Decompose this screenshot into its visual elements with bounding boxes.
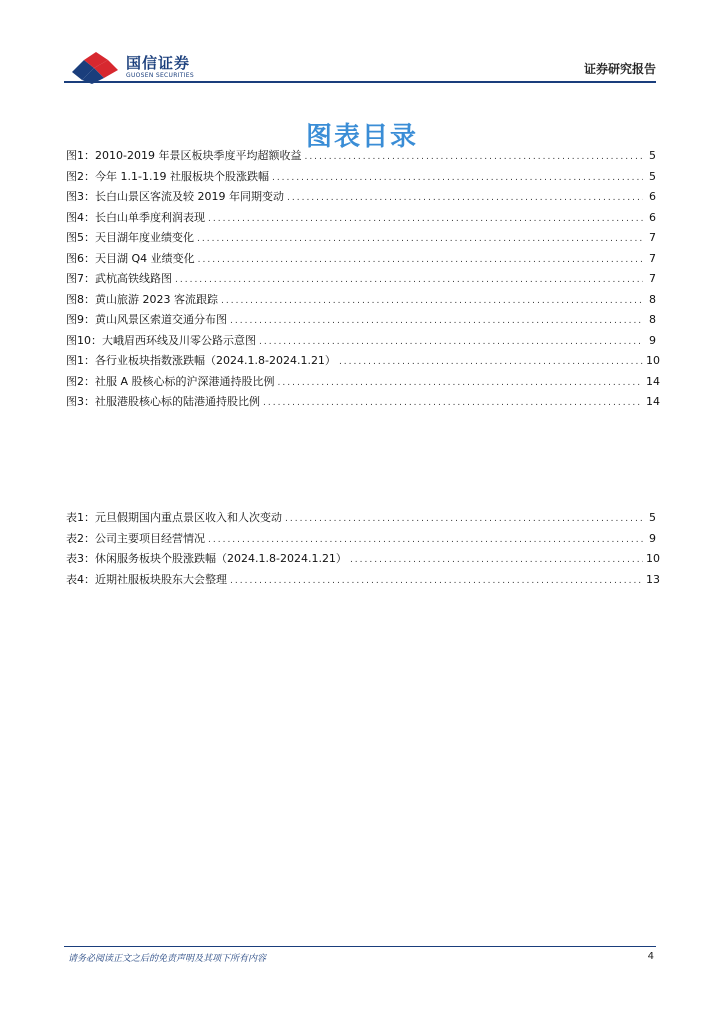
toc-entry-number: 表4： xyxy=(66,572,95,586)
page-title: 图表目录 xyxy=(305,122,418,152)
figures-list xyxy=(66,147,660,414)
toc-dot-leader xyxy=(230,316,643,326)
toc-entry-page: 6 xyxy=(649,210,656,224)
toc-entry-page: 5 xyxy=(649,511,656,524)
toc-entry[interactable] xyxy=(66,188,656,209)
toc-entry-page: 7 xyxy=(649,251,656,265)
toc-entry-number: 图3： xyxy=(66,190,95,203)
toc-dot-leader xyxy=(208,214,643,224)
report-type-label: 证券研究报告 xyxy=(583,62,656,76)
toc-entry-title: 社服港股核心标的陆港通持股比例 xyxy=(95,395,260,408)
toc-entry-page: 7 xyxy=(649,231,656,244)
toc-entry[interactable] xyxy=(66,229,656,250)
toc-dot-leader xyxy=(175,275,643,285)
toc-entry-title: 元旦假期国内重点景区收入和人次变动 xyxy=(95,511,282,524)
toc-entry-number: 表2： xyxy=(66,531,95,545)
toc-entry[interactable] xyxy=(66,291,656,312)
toc-entry-number: 图2： xyxy=(66,169,95,183)
toc-entry[interactable] xyxy=(66,168,656,189)
toc-entry-number: 图2： xyxy=(66,374,95,388)
toc-dot-leader xyxy=(285,514,643,524)
toc-entry-number: 图3： xyxy=(66,395,95,408)
toc-entry-page: 14 xyxy=(646,374,660,388)
page-header xyxy=(64,46,656,86)
toc-dot-leader xyxy=(263,398,643,408)
toc-entry-page: 9 xyxy=(649,531,656,545)
toc-entry-number: 图5： xyxy=(66,231,95,244)
toc-entry-number: 图1： xyxy=(66,149,95,162)
toc-entry[interactable] xyxy=(66,571,660,592)
toc-entry-number: 表1： xyxy=(66,511,95,524)
page-number: 4 xyxy=(647,951,654,962)
footer-disclaimer: 请务必阅读正文之后的免责声明及其项下所有内容 xyxy=(68,954,267,964)
toc-entry-number: 图7： xyxy=(66,272,95,285)
toc-entry-page: 8 xyxy=(649,292,656,306)
toc-entry-number: 图4： xyxy=(66,210,95,224)
toc-entry-title: 天目湖 Q4 业绩变化 xyxy=(95,251,195,265)
toc-dot-leader xyxy=(221,296,643,306)
toc-entry[interactable] xyxy=(66,209,656,230)
toc-entry[interactable] xyxy=(66,352,660,373)
toc-entry[interactable] xyxy=(66,332,656,353)
toc-entry[interactable] xyxy=(66,373,660,394)
toc-entry-page: 5 xyxy=(649,149,656,162)
toc-entry-title: 黄山旅游 2023 客流跟踪 xyxy=(95,292,218,306)
toc-dot-leader xyxy=(278,378,643,388)
toc-entry-title: 大峨眉西环线及川零公路示意图 xyxy=(102,333,256,347)
toc-entry-title: 长白山景区客流及较 2019 年同期变动 xyxy=(95,190,284,203)
toc-entry-number: 图8： xyxy=(66,292,95,306)
toc-entry-title: 近期社服板块股东大会整理 xyxy=(95,572,227,586)
toc-dot-leader xyxy=(198,255,643,265)
toc-dot-leader xyxy=(272,173,643,183)
toc-entry-number: 图9： xyxy=(66,313,95,326)
toc-entry-title: 黄山风景区索道交通分布图 xyxy=(95,313,227,326)
toc-entry[interactable] xyxy=(66,311,656,332)
toc-entry-page: 6 xyxy=(649,190,656,203)
logo-chinese-name: 国信证券 xyxy=(126,54,191,72)
toc-entry[interactable] xyxy=(66,393,660,414)
toc-dot-leader xyxy=(287,193,643,203)
toc-dot-leader xyxy=(339,357,643,367)
toc-dot-leader xyxy=(304,152,643,162)
toc-entry-title: 长白山单季度利润表现 xyxy=(95,210,205,224)
toc-entry[interactable] xyxy=(66,270,656,291)
toc-entry-title: 公司主要项目经营情况 xyxy=(95,531,205,545)
toc-entry-number: 图1： xyxy=(66,354,95,367)
logo-english-name: GUOSEN SECURITIES xyxy=(126,72,195,79)
toc-entry-title: 社服 A 股核心标的沪深港通持股比例 xyxy=(95,374,275,388)
toc-dot-leader xyxy=(350,555,643,565)
toc-entry-title: 各行业板块指数涨跌幅（2024.1.8-2024.1.21） xyxy=(95,354,336,367)
toc-dot-leader xyxy=(230,576,643,586)
toc-entry[interactable] xyxy=(66,550,660,571)
toc-entry-page: 5 xyxy=(649,169,656,183)
footer-divider xyxy=(64,946,656,947)
tables-list xyxy=(66,509,660,591)
toc-dot-leader xyxy=(197,234,643,244)
toc-entry[interactable] xyxy=(66,250,656,271)
toc-entry-number: 图6： xyxy=(66,251,95,265)
toc-entry-page: 10 xyxy=(646,354,660,367)
toc-entry-title: 天目湖年度业绩变化 xyxy=(95,231,194,244)
toc-entry-title: 2010-2019 年景区板块季度平均超额收益 xyxy=(95,149,302,162)
toc-entry-page: 7 xyxy=(649,272,656,285)
toc-entry[interactable] xyxy=(66,530,656,551)
toc-entry-page: 10 xyxy=(646,552,660,565)
guosen-logo-icon xyxy=(70,50,122,84)
toc-entry-page: 8 xyxy=(649,313,656,326)
toc-entry-title: 休闲服务板块个股涨跌幅（2024.1.8-2024.1.21） xyxy=(95,552,347,565)
toc-entry[interactable] xyxy=(66,509,656,530)
toc-entry-title: 今年 1.1-1.19 社服板块个股涨跌幅 xyxy=(95,169,269,183)
company-logo xyxy=(70,50,194,84)
toc-entry-number: 表3： xyxy=(66,552,95,565)
toc-dot-leader xyxy=(208,535,643,545)
header-divider xyxy=(64,81,656,83)
toc-entry-page: 14 xyxy=(646,395,660,408)
toc-entry-title: 武杭高铁线路图 xyxy=(95,272,172,285)
toc-entry[interactable] xyxy=(66,147,656,168)
toc-dot-leader xyxy=(259,337,643,347)
toc-entry-number: 图10： xyxy=(66,333,102,347)
toc-entry-page: 9 xyxy=(649,333,656,347)
toc-entry-page: 13 xyxy=(646,572,660,586)
